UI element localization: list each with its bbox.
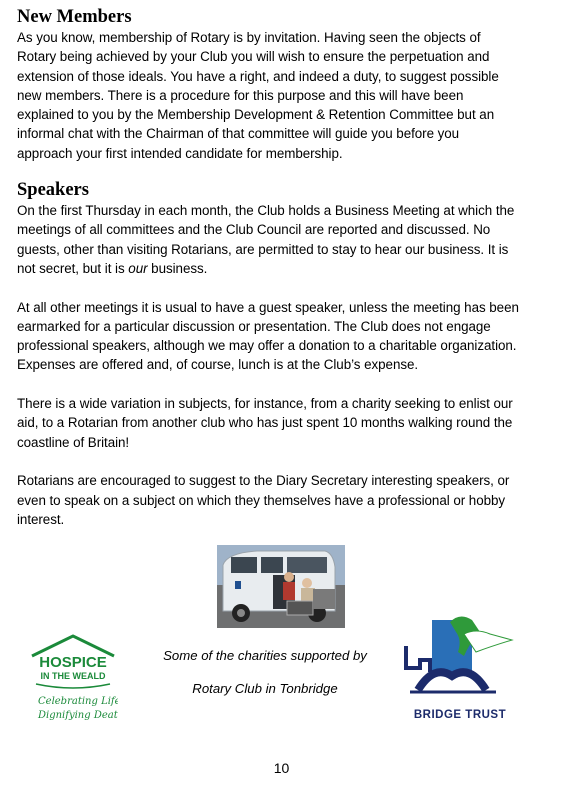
text-line: aid, to a Rotarian from another club who has just spent 10 months walking round the xyxy=(17,415,513,431)
text-line: informal chat with the Chairman of that committee will guide you before you xyxy=(17,126,460,142)
text-line: Rotarians are encouraged to suggest to the Diary Secretary interesting speakers, or xyxy=(17,473,510,489)
text-line: There is a wide variation in subjects, for instance, from a charity seeking to enlist our xyxy=(17,396,513,412)
svg-text:Celebrating Life,: Celebrating Life, xyxy=(38,696,118,707)
text-line: Expenses are offered and, of course, lunch is at the Club’s expense. xyxy=(17,357,419,373)
minibus-photo xyxy=(217,545,345,628)
speakers-paragraph-2 xyxy=(17,298,545,375)
text-line: even to speak on a subject on which they themselves have a professional or hobby xyxy=(17,492,506,508)
text-line: extension of those ideals. You have a right, and indeed a duty, to suggest possible xyxy=(17,68,499,84)
text-line: approach your first intended candidate for membership. xyxy=(17,145,343,161)
text-line: explained to you by the Membership Development & Retention Committee but an xyxy=(17,107,495,123)
speakers-paragraph-1 xyxy=(17,201,545,278)
text-line: interest. xyxy=(17,511,65,527)
svg-text:Dignifying Death: Dignifying Death xyxy=(38,710,118,721)
text-line: Rotary being achieved by your Club you will wish to ensure the perpetuation and xyxy=(17,49,490,65)
charities-caption-line-2: Rotary Club in Tonbridge xyxy=(192,681,338,696)
new-members-paragraph xyxy=(17,28,545,163)
svg-text:BRIDGE TRUST: BRIDGE TRUST xyxy=(413,709,507,721)
charities-caption-line-1: Some of the charities supported by xyxy=(163,648,367,663)
text-line: business. xyxy=(147,260,208,276)
text-line: new members. There is a procedure for this purpose and this will have been xyxy=(17,87,464,103)
text-line: At all other meetings it is usual to have a guest speaker, unless the meeting has been xyxy=(17,299,519,315)
text-line: guests, other than visiting Rotarians, are permitted to stay to hear our business. It is xyxy=(17,241,509,257)
svg-text:IN THE WEALD: IN THE WEALD xyxy=(40,671,106,681)
bridge-trust-logo xyxy=(380,612,540,724)
svg-text:HOSPICE: HOSPICE xyxy=(39,654,107,671)
page-number: 10 xyxy=(273,760,290,776)
text-line: meetings of all committees and the Club Council are reported and discussed. No xyxy=(17,222,491,238)
speakers-heading: Speakers xyxy=(17,180,89,201)
document-body xyxy=(17,6,545,529)
text-line: professional speakers, although we may offer a donation to a charitable organization. xyxy=(17,338,517,354)
text-line: On the first Thursday in each month, the Club holds a Business Meeting at which the xyxy=(17,203,515,219)
new-members-heading: New Members xyxy=(17,7,132,27)
emphasis-our: our xyxy=(128,260,148,276)
text-line: coastline of Britain! xyxy=(17,434,130,450)
speakers-paragraph-3 xyxy=(17,394,545,452)
speakers-paragraph-4 xyxy=(17,471,545,529)
text-line: As you know, membership of Rotary is by invitation. Having seen the objects of xyxy=(17,30,481,45)
text-line: not secret, but it is xyxy=(17,260,129,276)
hospice-in-the-weald-logo xyxy=(28,634,118,724)
text-line: earmarked for a particular discussion or presentation. The Club does not engage xyxy=(17,318,491,334)
